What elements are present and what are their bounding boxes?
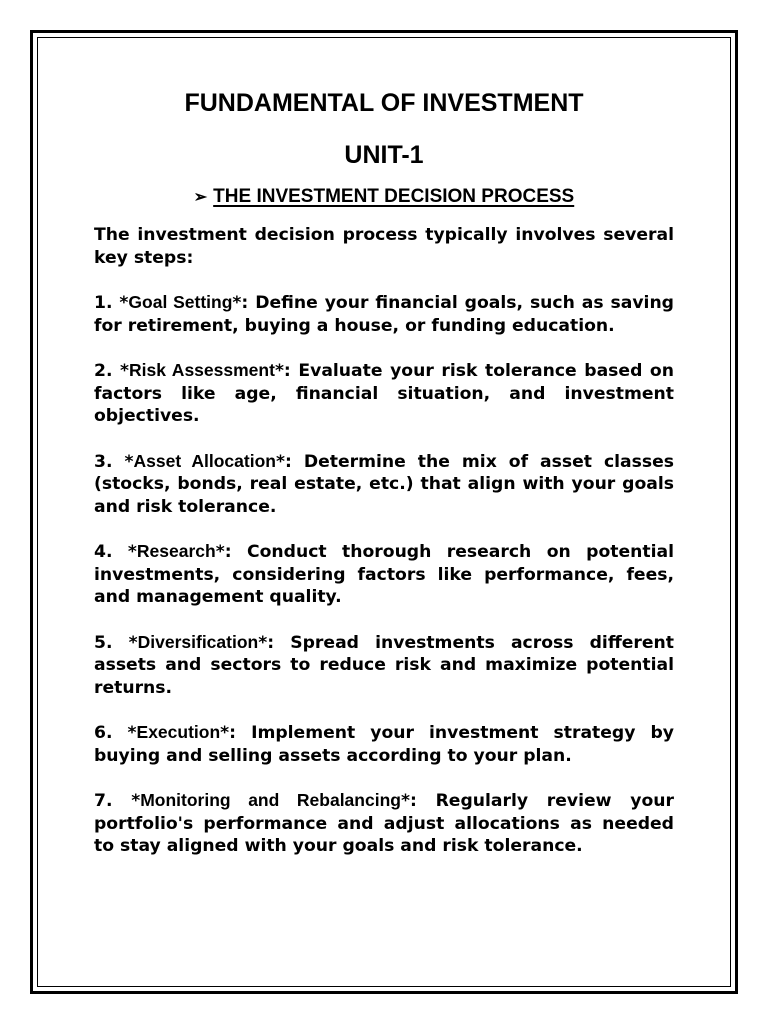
step-prefix: 3. * <box>94 451 134 472</box>
step-item <box>94 359 674 428</box>
step-text: Evaluate your risk tolerance based on factors like age, financial situation, and investment objectives. <box>94 361 674 426</box>
step-text: Determine the mix of asset classes (stocks, bonds, real estate, etc.) that align with your goals and risk tolerance. <box>94 451 675 517</box>
step-suffix: *: <box>400 791 436 811</box>
unit-heading: UNIT-1 <box>344 141 424 169</box>
step-term: Diversification <box>137 631 259 652</box>
step-term: Risk Assessment <box>129 360 275 380</box>
step-text: Regularly review your portfolio's performance and adjust allocations as needed to stay aligned with your goals and risk tolerance. <box>94 791 674 856</box>
step-text: Conduct thorough research on potential investments, considering factors like performance, fees, and management quality. <box>94 542 674 607</box>
arrow-bullet-icon: ➢ <box>193 189 208 206</box>
step-term: Monitoring and Rebalancing <box>140 790 401 810</box>
step-term: Goal Setting <box>128 292 233 312</box>
step-suffix: *: <box>258 632 291 653</box>
step-prefix: 1. * <box>94 293 129 313</box>
document-title: FUNDAMENTAL OF INVESTMENT <box>184 89 584 117</box>
document-body <box>94 86 674 858</box>
step-suffix: *: <box>232 293 256 313</box>
section-heading <box>94 184 674 211</box>
step-prefix: 6. * <box>94 723 137 743</box>
step-item <box>94 631 674 700</box>
step-item <box>94 450 674 519</box>
step-term: Execution <box>136 722 221 742</box>
step-prefix: 7. * <box>94 791 141 811</box>
step-item <box>94 291 674 337</box>
intro-paragraph: The investment decision process typically involves several key steps: <box>94 225 674 268</box>
step-term: Research <box>136 541 216 561</box>
step-prefix: 5. * <box>94 632 138 653</box>
step-item <box>94 721 674 767</box>
step-term: Asset Allocation <box>133 450 276 471</box>
step-suffix: *: <box>220 723 252 743</box>
step-suffix: *: <box>275 451 304 472</box>
step-text: Spread investments across different assets and sectors to reduce risk and maximize potential returns. <box>94 632 674 698</box>
step-prefix: 4. * <box>94 542 137 562</box>
step-suffix: *: <box>274 361 299 381</box>
step-text: Define your financial goals, such as saving for retirement, buying a house, or funding education. <box>94 293 674 336</box>
step-item <box>94 540 674 609</box>
step-prefix: 2. * <box>94 361 130 381</box>
step-text: Implement your investment strategy by buying and selling assets according to your plan. <box>94 723 674 766</box>
step-item <box>94 789 674 858</box>
step-suffix: *: <box>215 542 247 562</box>
section-heading-text: THE INVESTMENT DECISION PROCESS <box>213 186 575 207</box>
